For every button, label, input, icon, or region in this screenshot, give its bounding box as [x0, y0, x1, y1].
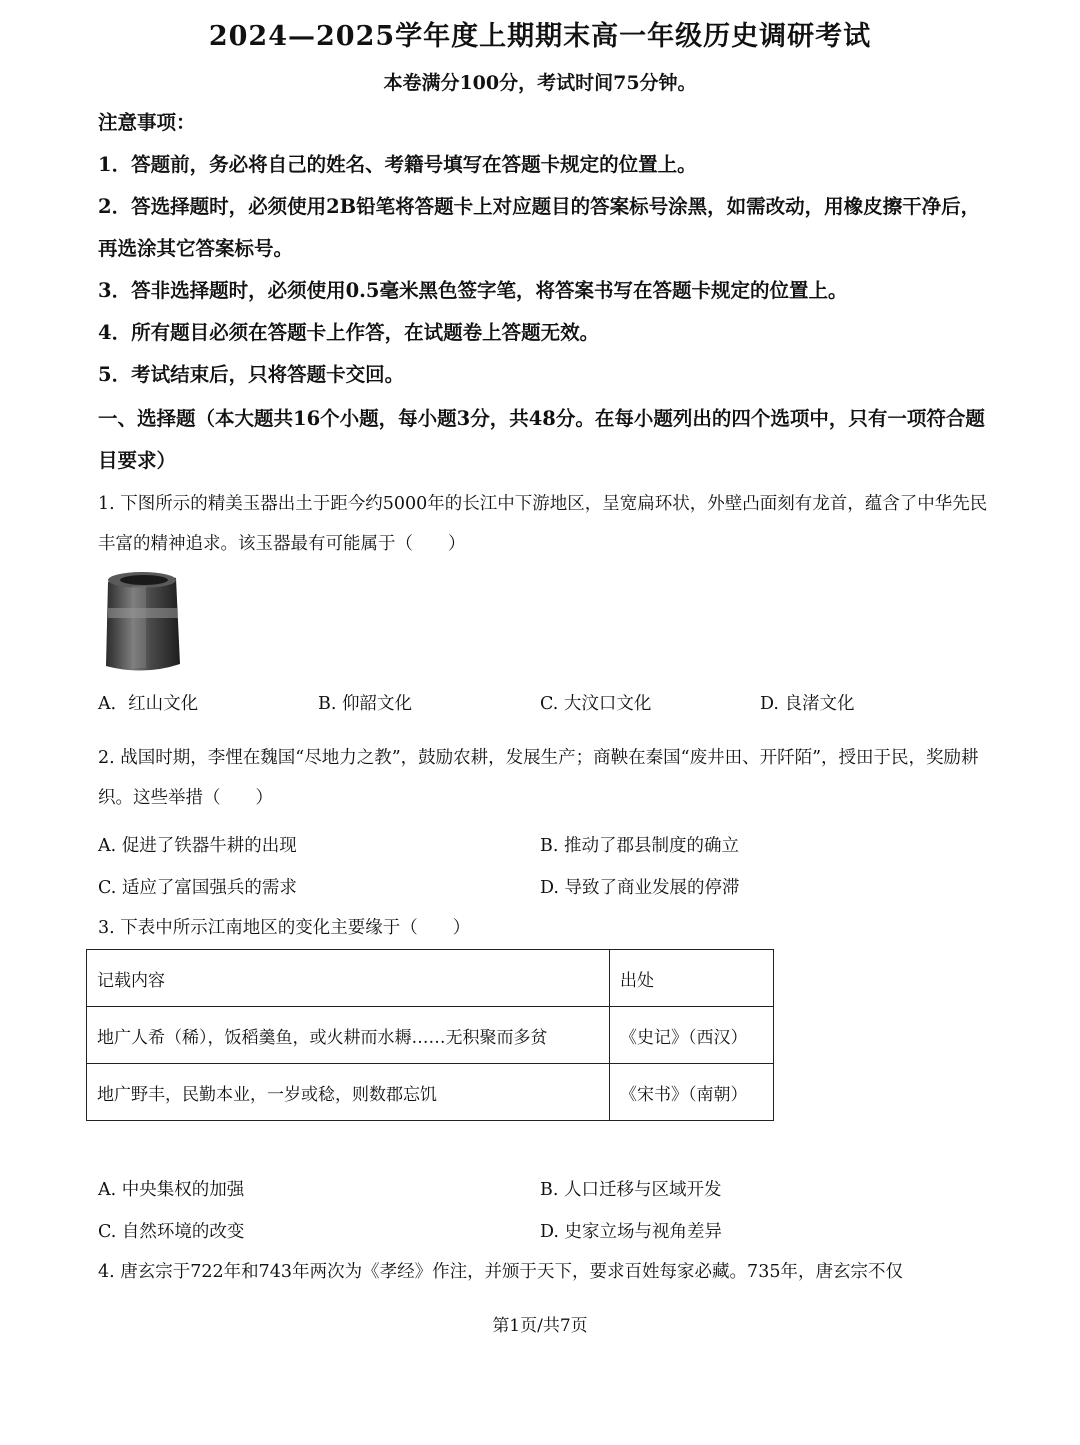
table-header-row	[87, 950, 774, 1007]
section-heading: 一、选择题（本大题共16个小题，每小题3分，共48分。在每小题列出的四个选项中，只有一项符合题目要求）	[98, 407, 985, 472]
q2-option-b: B. 推动了郡县制度的确立	[540, 836, 739, 856]
notice-heading: 注意事项：	[98, 111, 196, 134]
records-table	[86, 949, 774, 1121]
page-title: 2024—2025学年度上期期末高一年级历史调研考试	[208, 21, 872, 52]
notice-item-3: 3．答非选择题时，必须使用0.5毫米黑色签字笔，将答案书写在答题卡规定的位置上。	[98, 279, 848, 302]
question-4-stem: 4. 唐玄宗于722年和743年两次为《孝经》作注，并颁于天下，要求百姓每家必藏。735年，唐玄宗不仅	[98, 1262, 903, 1282]
page-number: 第1页/共7页	[492, 1316, 588, 1336]
q1-option-b: B. 仰韶文化	[318, 694, 412, 714]
jade-artifact-image	[102, 568, 182, 674]
q3-option-c: C. 自然环境的改变	[98, 1222, 245, 1242]
table-row	[87, 1007, 774, 1064]
question-2-stem: 2. 战国时期，李悝在魏国“尽地力之教”，鼓励农耕，发展生产；商鞅在秦国“废井田、开阡陌”，授田于民，奖励耕织。这些举措（ ）	[98, 748, 979, 808]
table-header-content: 记载内容	[87, 950, 610, 1007]
q2-option-d: D. 导致了商业发展的停滞	[540, 878, 740, 898]
q1-option-a: A．红山文化	[98, 694, 199, 714]
notice-item-1: 1．答题前，务必将自己的姓名、考籍号填写在答题卡规定的位置上。	[98, 153, 697, 176]
table-cell: 地广人希（稀），饭稻羹鱼，或火耕而水耨……无积聚而多贫	[87, 1007, 610, 1064]
exam-info: 本卷满分100分，考试时间75分钟。	[383, 72, 697, 94]
table-cell: 《宋书》（南朝）	[610, 1064, 774, 1121]
q2-option-a: A. 促进了铁器牛耕的出现	[98, 836, 297, 856]
question-3-stem: 3. 下表中所示江南地区的变化主要缘于（ ）	[98, 918, 471, 938]
question-1-stem: 1. 下图所示的精美玉器出土于距今约5000年的长江中下游地区，呈宽扁环状，外壁凸面刻有龙首，蕴含了中华先民丰富的精神追求。该玉器最有可能属于（ ）	[98, 494, 988, 554]
table-cell: 地广野丰，民勤本业，一岁或稔，则数郡忘饥	[87, 1064, 610, 1121]
q3-option-b: B. 人口迁移与区域开发	[540, 1180, 722, 1200]
table-header-source: 出处	[610, 950, 774, 1007]
table-cell: 《史记》（西汉）	[610, 1007, 774, 1064]
q1-option-d: D. 良渚文化	[760, 694, 855, 714]
q3-option-d: D. 史家立场与视角差异	[540, 1222, 723, 1242]
q2-option-c: C. 适应了富国强兵的需求	[98, 878, 297, 898]
notice-item-2: 2．答选择题时，必须使用2B铅笔将答题卡上对应题目的答案标号涂黑，如需改动，用橡皮擦干净后，再选涂其它答案标号。	[98, 195, 981, 260]
table-row	[87, 1064, 774, 1121]
notice-item-4: 4．所有题目必须在答题卡上作答，在试题卷上答题无效。	[98, 321, 600, 344]
notice-item-5: 5．考试结束后，只将答题卡交回。	[98, 363, 405, 386]
q1-option-c: C. 大汶口文化	[540, 694, 652, 714]
q3-option-a: A. 中央集权的加强	[98, 1180, 245, 1200]
